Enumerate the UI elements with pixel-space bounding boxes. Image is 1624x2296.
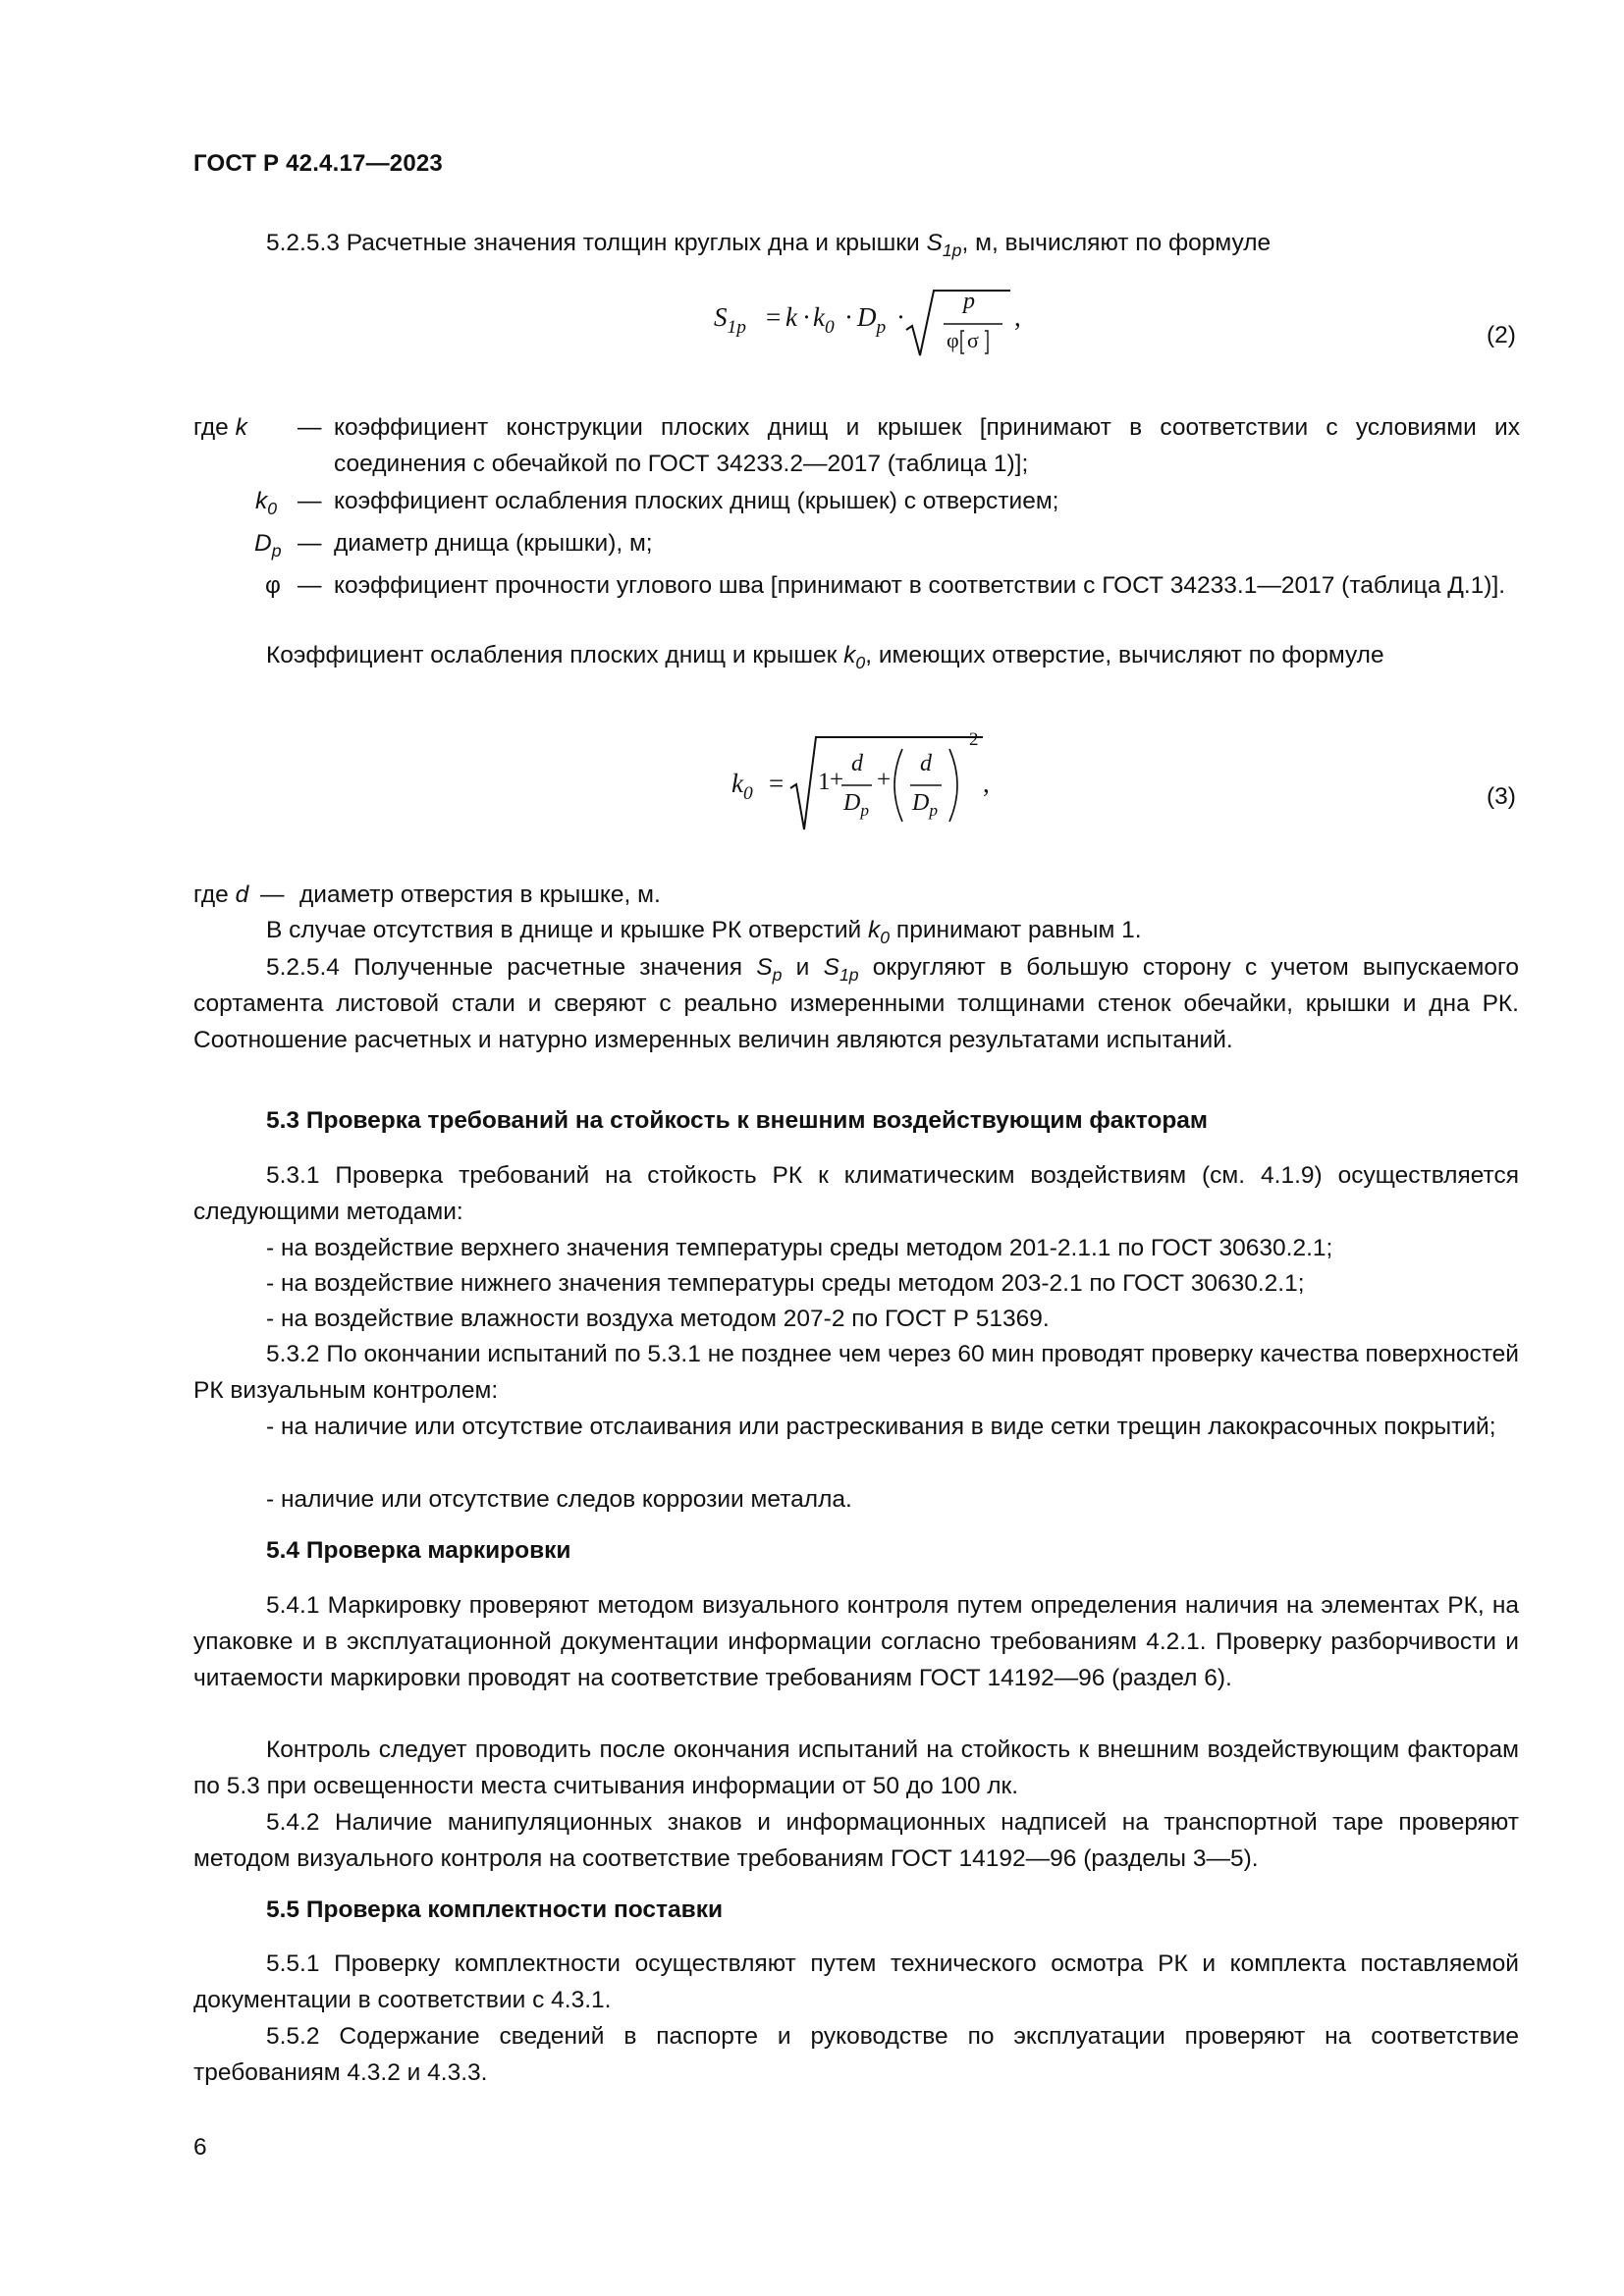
paragraph-5253: 5.2.5.3 Расчетные значения толщин круглых дна и крышки $S_{1p}$, м, вычисляют по формуле — [266, 230, 1272, 261]
paragraph-control: Контроль следует проводить после окончания испытаний на стойкость к внешним воздействующим факторам по 5.3 при освещенности места считывания информации от 50 до 100 лк. — [193, 1736, 1519, 1799]
paragraph-k0-coefficient: Коэффициент ослабления плоских днищ и крышек $k_0$, имеющих отверстие, вычисляют по формуле — [266, 642, 1384, 673]
section-heading-5-3: 5.3 Проверка требований на стойкость к внешним воздействующим факторам — [266, 1107, 1209, 1134]
where-term-k0: $k_0$ — [255, 488, 278, 519]
where-dash: — — [298, 414, 322, 441]
where-dash: — — [298, 488, 322, 514]
paragraph-absent-holes: В случае отсутствия в днище и крышке РК отверстий $k_0$ принимают равным 1. — [266, 917, 1142, 948]
list-item: - на воздействие влажности воздуха методом 207-2 по ГОСТ Р 51369. — [266, 1306, 1050, 1332]
paragraph-542: 5.4.2 Наличие манипуляционных знаков и информационных надписей на транспортной таре проверяют методом визуального контроля на соответствие требованиям ГОСТ 14192—96 (разделы 3—5). — [193, 1809, 1519, 1872]
where-desc-Dp: диаметр днища (крышки), м; — [334, 530, 653, 557]
paragraph-552: 5.5.2 Содержание сведений в паспорте и руководстве по эксплуатации проверяют на соответствие требованиям 4.3.2 и 4.3.3. — [193, 2023, 1519, 2086]
where-dash: — — [298, 530, 322, 557]
where-dash: — — [298, 572, 322, 599]
formula-3: $k_0$ = 1 + d $D_p$ + d $D_p$ 2 , — [731, 731, 987, 839]
list-item: - на воздействие нижнего значения температуры среды методом 203-2.1 по ГОСТ 30630.2.1; — [266, 1270, 1305, 1297]
page-number: 6 — [193, 2134, 207, 2161]
formula-2: $S_{1p}$ = k · $k_0$ · $D_p$ · p φ σ , — [714, 285, 1008, 363]
equation-number-2: (2) — [1487, 322, 1516, 348]
equation-number-3: (3) — [1487, 783, 1516, 810]
list-item: - на наличие или отсутствие отслаивания или растрескивания в виде сетки трещин лакокрасочных покрытий; — [266, 1414, 1496, 1440]
where-dash: — — [260, 881, 285, 908]
where-term-k: где k — [193, 414, 247, 441]
paragraph-531: 5.3.1 Проверка требований на стойкость РК к климатическим воздействиям (см. 4.1.9) осуществляется следующими методами: — [193, 1162, 1519, 1225]
list-item: - наличие или отсутствие следов коррозии металла. — [266, 1486, 852, 1513]
section-heading-5-5: 5.5 Проверка комплектности поставки — [266, 1896, 724, 1923]
where-term-Dp: $D_p$ — [254, 530, 282, 561]
paragraph-5254: 5.2.5.4 Полученные расчетные значения $S_p$ и $S_{1p}$ округляют в большую сторону с учетом выпускаемого сортамента листовой стали и сверяют с реально измеренными толщинами стенок обечайки, крышки и дна РК. Соотношение расчетных и натурно измеренных величин являются результатами испытаний. — [193, 954, 1520, 1053]
where-term-phi: φ — [265, 572, 281, 599]
where-desc-d: диаметр отверстия в крышке, м. — [299, 881, 661, 908]
section-heading-5-4: 5.4 Проверка маркировки — [266, 1537, 571, 1564]
list-item: - на воздействие верхнего значения температуры среды методом 201-2.1.1 по ГОСТ 30630.2.1; — [266, 1235, 1333, 1261]
where-desc-k0: коэффициент ослабления плоских днищ (крышек) с отверстием; — [334, 488, 1059, 514]
paragraph-551: 5.5.1 Проверку комплектности осуществляют путем технического осмотра РК и комплекта поставляемой документации в соответствии с 4.3.1. — [193, 1950, 1519, 2013]
paragraph-541: 5.4.1 Маркировку проверяют методом визуального контроля путем определения наличия на элементах РК, на упаковке и в эксплуатационной документации информации согласно требованиям 4.2.1. Проверку разборчивости и читаемости маркировки проводят на соответствие требованиям ГОСТ 14192—96 (раздел 6). — [193, 1592, 1519, 1691]
paragraph-532: 5.3.2 По окончании испытаний по 5.3.1 не позднее чем через 60 мин проводят проверку качества поверхностей РК визуальным контролем: — [193, 1341, 1519, 1404]
where-desc-phi: коэффициент прочности углового шва [принимают в соответствии с ГОСТ 34233.1—2017 (таблица Д.1)]. — [334, 572, 1506, 599]
where-term-d: где d — [193, 881, 249, 908]
document-header: ГОСТ Р 42.4.17—2023 — [193, 150, 443, 177]
where-desc-k: коэффициент конструкции плоских днищ и крышек [принимают в соответствии с условиями их соединения с обечайкой по ГОСТ 34233.2—2017 (таблица 1)]; — [334, 414, 1520, 477]
